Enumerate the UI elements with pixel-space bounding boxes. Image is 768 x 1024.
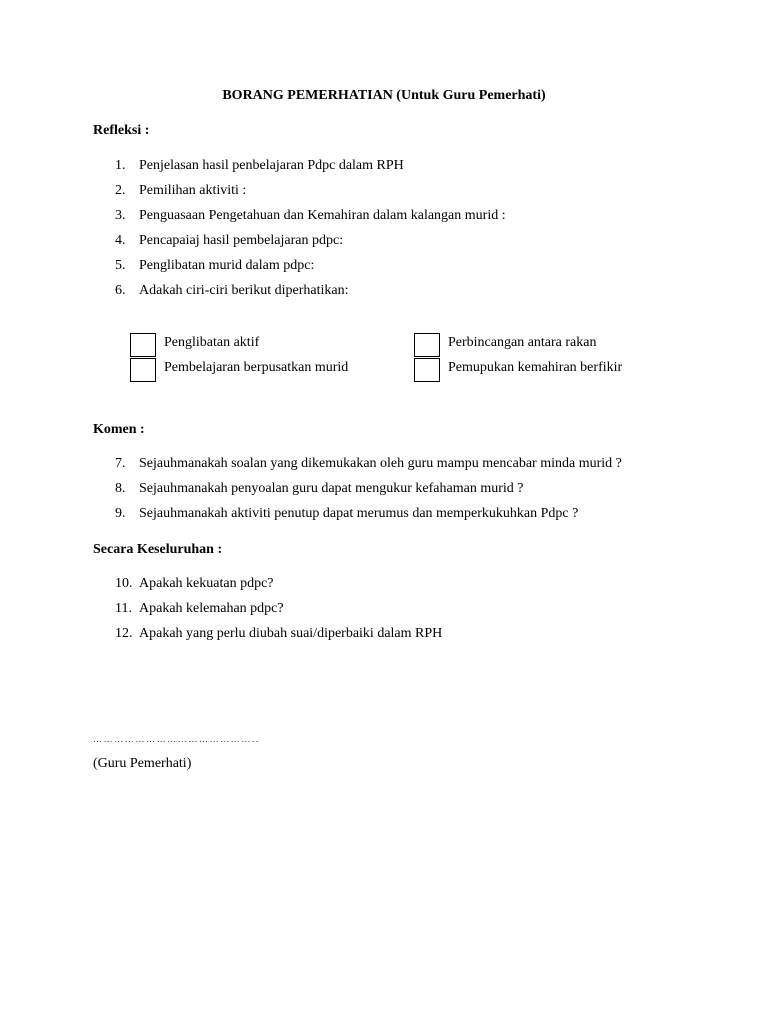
item-number: 7. xyxy=(115,456,126,471)
item-text: Pencapaiaj hasil pembelajaran pdpc: xyxy=(139,233,344,248)
item-text: Sejauhmanakah soalan yang dikemukakan oleh guru mampu mencabar minda murid ? xyxy=(139,456,622,471)
item-number: 8. xyxy=(115,481,126,496)
list-item xyxy=(115,456,622,472)
item-text: Penguasaan Pengetahuan dan Kemahiran dalam kalangan murid : xyxy=(139,208,506,223)
signature-label: (Guru Pemerhati) xyxy=(93,756,192,771)
list-item xyxy=(115,626,442,642)
item-number: 12. xyxy=(115,626,133,641)
item-number: 5. xyxy=(115,258,126,273)
komen-heading: Komen : xyxy=(93,422,145,437)
checkbox-penglibatan-aktif[interactable] xyxy=(130,333,156,357)
item-number: 10. xyxy=(115,576,133,591)
item-text: Apakah kelemahan pdpc? xyxy=(139,601,284,616)
list-item xyxy=(115,506,578,522)
checkbox-pemupukan-kemahiran-berfikir[interactable] xyxy=(414,358,440,382)
item-number: 4. xyxy=(115,233,126,248)
list-item xyxy=(115,601,284,617)
list-item xyxy=(115,481,523,497)
item-number: 3. xyxy=(115,208,126,223)
item-text: Sejauhmanakah aktiviti penutup dapat merumus dan memperkukuhkan Pdpc ? xyxy=(139,506,579,521)
list-item xyxy=(115,183,246,199)
item-text: Apakah yang perlu diubah suai/diperbaiki dalam RPH xyxy=(139,626,443,641)
item-number: 11. xyxy=(115,601,132,616)
item-text: Apakah kekuatan pdpc? xyxy=(139,576,274,591)
checkbox-label: Pemupukan kemahiran berfikir xyxy=(448,360,623,375)
checkbox-label: Perbincangan antara rakan xyxy=(448,335,597,350)
list-item xyxy=(115,233,343,249)
item-text: Penjelasan hasil penbelajaran Pdpc dalam RPH xyxy=(139,158,404,173)
item-text: Adakah ciri-ciri berikut diperhatikan: xyxy=(139,283,349,298)
item-number: 1. xyxy=(115,158,126,173)
checkbox-perbincangan-antara-rakan[interactable] xyxy=(414,333,440,357)
page-title: BORANG PEMERHATIAN (Untuk Guru Pemerhati) xyxy=(222,88,546,103)
list-item xyxy=(115,576,274,592)
signature-line: ……………………………………….. xyxy=(93,734,260,744)
keseluruhan-heading: Secara Keseluruhan : xyxy=(93,542,223,557)
refleksi-heading: Refleksi : xyxy=(93,123,150,138)
item-text: Sejauhmanakah penyoalan guru dapat mengukur kefahaman murid ? xyxy=(139,481,524,496)
checkbox-label: Pembelajaran berpusatkan murid xyxy=(164,360,349,375)
item-text: Pemilihan aktiviti : xyxy=(139,183,247,198)
list-item xyxy=(115,258,314,274)
checkbox-pembelajaran-berpusatkan-murid[interactable] xyxy=(130,358,156,382)
item-number: 9. xyxy=(115,506,126,521)
list-item xyxy=(115,283,349,299)
item-text: Penglibatan murid dalam pdpc: xyxy=(139,258,315,273)
item-number: 2. xyxy=(115,183,126,198)
item-number: 6. xyxy=(115,283,126,298)
checkbox-label: Penglibatan aktif xyxy=(164,335,260,350)
list-item xyxy=(115,208,506,224)
list-item xyxy=(115,158,404,174)
